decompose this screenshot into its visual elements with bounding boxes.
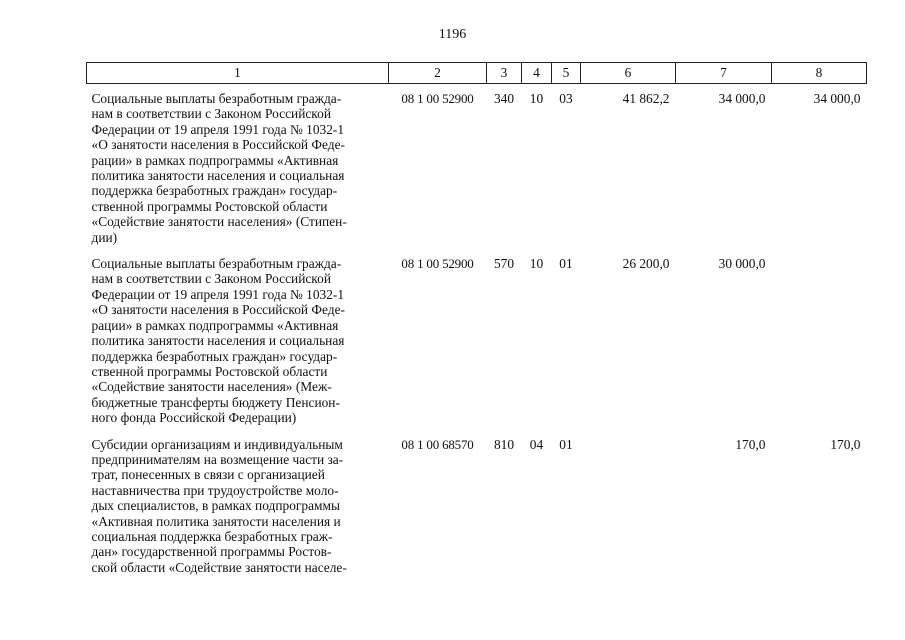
description-line: «Содействие занятости населения» (Стипен- (91, 214, 347, 230)
column-header-5: 5 (552, 63, 581, 84)
row-col5: 03 (559, 91, 573, 106)
table-row (87, 254, 867, 434)
description-line: социальная поддержка безработных граж- (91, 528, 333, 544)
page-number: 1196 (438, 27, 467, 42)
description-line: дан» государственной программы Ростов- (91, 544, 332, 560)
column-header-6: 6 (581, 63, 676, 84)
row-col6: 26 200,0 (622, 256, 670, 272)
row-code: 08 1 00 52900 (401, 91, 474, 106)
row-description (87, 435, 389, 576)
row-col6: 41 862,2 (622, 91, 670, 106)
row-col7: 170,0 (735, 436, 766, 452)
description-line: ской области «Содействие занятости населе- (91, 559, 347, 575)
table-header (87, 63, 867, 84)
description-line: Федерации от 19 апреля 1991 года № 1032-1 (91, 121, 345, 137)
description-line: нам в соответствии с Законом Российской (91, 271, 331, 287)
row-col4: 10 (529, 256, 544, 272)
table-body (87, 84, 867, 576)
description-line: бюджетные трансферты бюджету Пенсион- (91, 394, 340, 410)
row-col3: 810 (493, 436, 515, 452)
description-line: рации» в рамках подпрограммы «Активная (91, 152, 339, 168)
description-line: Субсидии организациям и индивидуальным (91, 436, 343, 452)
row-col5: 01 (559, 256, 573, 272)
column-header-7: 7 (676, 63, 772, 84)
row-description (87, 84, 389, 255)
row-col6 (581, 435, 676, 576)
description-line: Социальные выплаты безработным гражда- (91, 91, 342, 106)
row-col3: 570 (493, 256, 515, 272)
description-line: рации» в рамках подпрограммы «Активная (91, 317, 339, 333)
description-line: политика занятости населения и социальная (91, 333, 345, 349)
description-line: дых специалистов, в рамках подпрограммы (91, 498, 340, 514)
budget-table (86, 62, 867, 575)
table-row (87, 435, 867, 576)
description-line: ственной программы Ростовской области (91, 198, 328, 214)
row-description (87, 254, 389, 434)
description-line: «О занятости населения в Российской Феде- (91, 302, 345, 318)
row-col4: 10 (529, 91, 544, 106)
row-col8 (772, 254, 867, 434)
row-code: 08 1 00 68570 (401, 436, 474, 452)
description-line: поддержка безработных граждан» государ- (91, 183, 338, 199)
row-col4: 04 (529, 436, 544, 452)
description-line: наставничества при трудоустройстве моло- (91, 482, 339, 498)
row-col8: 170,0 (830, 436, 861, 452)
description-line: ственной программы Ростовской области (91, 363, 328, 379)
description-line: «Содействие занятости населения» (Меж- (91, 379, 332, 395)
description-line: Федерации от 19 апреля 1991 года № 1032-1 (91, 286, 345, 302)
description-line: «Активная политика занятости населения и (91, 513, 341, 529)
table-row (87, 84, 867, 255)
column-header-8: 8 (772, 63, 867, 84)
description-line: «О занятости населения в Российской Феде- (91, 137, 345, 153)
description-line: трат, понесенных в связи с организацией (91, 467, 325, 483)
row-col7: 34 000,0 (718, 91, 766, 106)
header-row (87, 63, 867, 84)
column-header-3: 3 (487, 63, 522, 84)
column-header-4: 4 (522, 63, 552, 84)
description-line: нам в соответствии с Законом Российской (91, 106, 331, 122)
column-header-1: 1 (87, 63, 389, 84)
row-col5: 01 (559, 436, 573, 452)
row-col3: 340 (493, 91, 515, 106)
description-line: ного фонда Российской Федерации) (91, 410, 297, 426)
description-line: Социальные выплаты безработным гражда- (91, 256, 342, 272)
description-line: политика занятости населения и социальная (91, 168, 345, 184)
row-col7: 30 000,0 (718, 256, 766, 272)
row-code: 08 1 00 52900 (401, 256, 474, 272)
row-col8: 34 000,0 (813, 91, 861, 106)
description-line: дии) (91, 229, 118, 245)
description-line: предпринимателям на возмещение части за- (91, 451, 344, 467)
description-line: поддержка безработных граждан» государ- (91, 348, 338, 364)
column-header-2: 2 (389, 63, 487, 84)
